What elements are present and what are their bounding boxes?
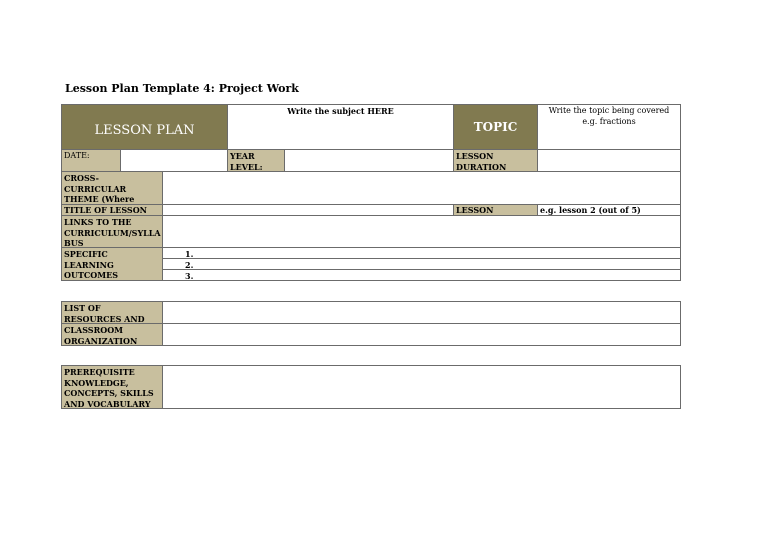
cross-curricular-field[interactable]	[162, 171, 681, 205]
classroom-org-label-cell	[61, 323, 163, 346]
classroom-org-label: CLASSROOM ORGANIZATION	[64, 325, 138, 346]
subject-field[interactable]	[227, 104, 454, 150]
specific-outcomes-label: SPECIFIC LEARNING OUTCOMES	[64, 249, 118, 280]
links-curriculum-field[interactable]	[162, 215, 681, 248]
outcome-number-1-label: 1.	[185, 249, 194, 259]
topic-header	[453, 104, 538, 150]
links-curriculum-label: LINKS TO THE CURRICULUM/SYLLA BUS	[64, 217, 161, 248]
topic-label: TOPIC	[473, 119, 518, 134]
lesson-number-label: LESSON	[456, 205, 494, 215]
specific-outcomes-label-cell	[61, 247, 163, 281]
lesson-duration-field[interactable]	[537, 149, 681, 172]
classroom-org-field[interactable]	[162, 323, 681, 346]
links-curriculum-label-cell	[61, 215, 163, 248]
resources-label: LIST OF RESOURCES AND	[64, 303, 145, 324]
date-label: DATE:	[64, 151, 90, 160]
subject-hint: Write the subject HERE	[287, 106, 394, 116]
outcome-number-3-label: 3.	[185, 271, 194, 281]
cross-curricular-label-cell	[61, 171, 163, 205]
resources-label-cell	[61, 301, 163, 324]
outcome-number-2-label: 2.	[185, 260, 194, 270]
lesson-plan-label: LESSON PLAN	[94, 122, 195, 138]
prerequisite-label: PREREQUISITE KNOWLEDGE, CONCEPTS, SKILLS AND VOCABULARY	[64, 367, 154, 409]
year-level-label: YEAR LEVEL:	[230, 151, 263, 172]
lesson-duration-label: LESSON DURATION	[456, 151, 507, 172]
date-label-cell	[61, 149, 121, 172]
topic-hint: Write the topic being covered e.g. fractions	[548, 106, 670, 126]
resources-field[interactable]	[162, 301, 681, 324]
prerequisite-field[interactable]	[162, 365, 681, 409]
title-of-lesson-label: TITLE OF LESSON	[64, 205, 147, 215]
date-field[interactable]	[120, 149, 228, 172]
lesson-plan-header	[61, 104, 228, 150]
prerequisite-label-cell	[61, 365, 163, 409]
lesson-duration-label-cell	[453, 149, 538, 172]
year-level-field[interactable]	[284, 149, 454, 172]
outcome-number-3	[162, 269, 681, 281]
topic-field[interactable]	[537, 104, 681, 150]
cross-curricular-label: CROSS-CURRICULAR THEME (Where	[64, 173, 135, 204]
year-level-label-cell	[227, 149, 285, 172]
document-title: Lesson Plan Template 4: Project Work	[65, 82, 299, 95]
lesson-number-hint: e.g. lesson 2 (out of 5)	[540, 205, 641, 215]
